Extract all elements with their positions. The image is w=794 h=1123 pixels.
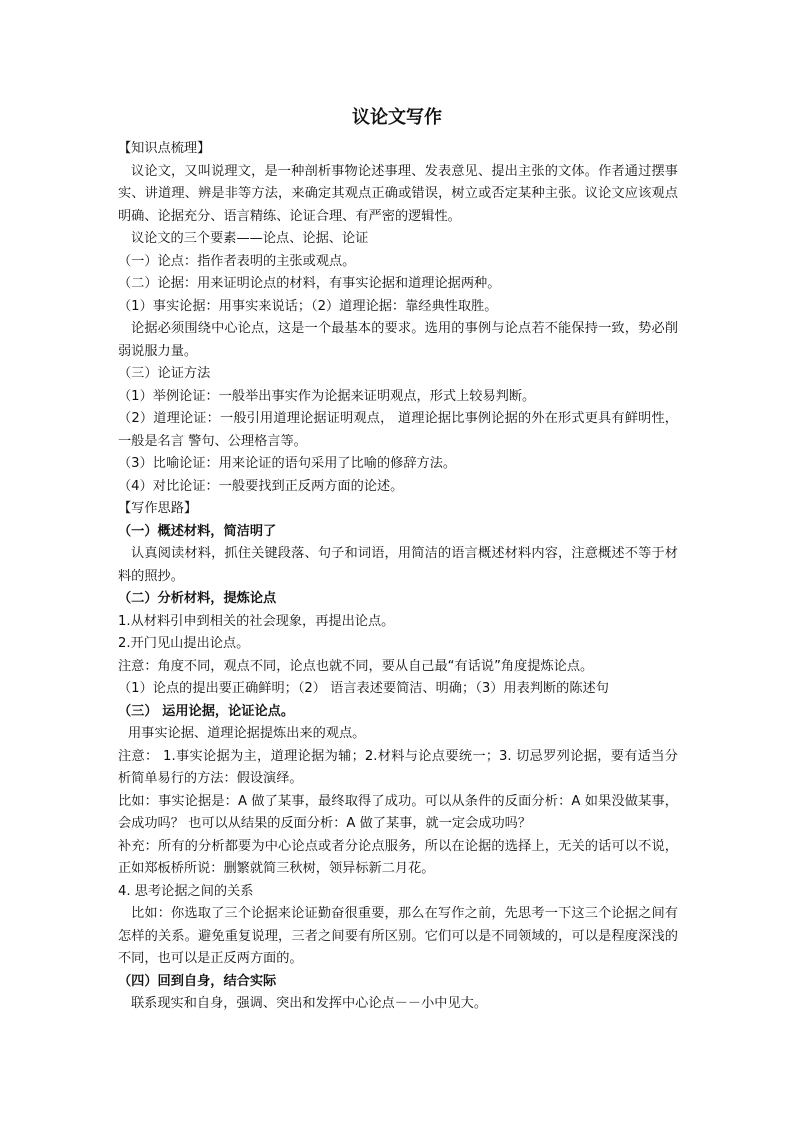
- step-four-line: 联系现实和自身，强调、突出和发挥中心论点－－小中见大。: [131, 996, 488, 1011]
- step-three-line: 用事实论据、道理论据提炼出来的观点。: [128, 726, 366, 741]
- document-title: 议论文写作: [352, 107, 442, 128]
- step-three-item-4: 4. 思考论据之间的关系: [118, 883, 254, 899]
- method-metaphor-line: （3）比喻论证：用来论证的语句采用了比喻的修辞方法。: [118, 456, 457, 471]
- step-two-heading: （二）分析材料，提炼论点: [118, 591, 277, 606]
- step-two-note: 注意：角度不同，观点不同，论点也就不同，要从自己最“有话说”角度提炼论点。: [118, 658, 594, 674]
- step-three-relation-paragraph: 比如：你选取了三个论据来论证勤奋很重要，那么在写作之前，先思考一下这三个论据之间有怎样的关系。避免重复说理，三者之间要有所区别。它们可以是不同领域的，可以是程度深浅的不同，也可以是正反两方面的。: [118, 906, 678, 966]
- argumentation-methods-heading: （三）论证方法: [118, 366, 211, 381]
- step-four-heading: （四）回到自身，结合实际: [118, 973, 277, 989]
- step-one-paragraph: 认真阅读材料，抓住关键段落、句子和词语，用简洁的语言概述材料内容，注意概述不等于材料的照抄。: [118, 546, 678, 584]
- step-three-supplement: 补充：所有的分析都要为中心论点或者分论点服务，所以在论据的选择上，无关的话可以不说，正如郑板桥所说：删繁就简三秋树，领异标新二月花。: [118, 838, 678, 876]
- step-one-heading: （一）概述材料，简洁明了: [118, 523, 277, 539]
- argument-point-line: （一）论点：指作者表明的主张或观点。: [118, 253, 356, 269]
- step-two-item-2: 2.开门见山提出论点。: [118, 636, 250, 651]
- three-elements-line: 议论文的三个要素——论点、论据、论证: [131, 231, 369, 246]
- step-two-requirements: （1）论点的提出要正确鲜明；（2） 语言表述要简洁、明确；（3）用表判断的陈述句: [118, 681, 609, 696]
- step-three-example: 比如：事实论据是：A 做了某事，最终取得了成功。可以从条件的反面分析：A 如果没做某事，会成功吗？ 也可以从结果的反面分析：A 做了某事，就一定会成功吗？: [118, 793, 678, 831]
- method-reasoning-paragraph: （2）道理论证：一般引用道理论据证明观点， 道理论据比事例论据的外在形式更具有鲜明性，一般是名言 警句、公理格言等。: [118, 411, 678, 449]
- evidence-line: （二）论据：用来证明论点的材料，有事实论据和道理论据两种。: [118, 276, 501, 291]
- step-three-heading: （三） 运用论据，论证论点。: [118, 703, 295, 719]
- section-heading-writing: 【写作思路】: [118, 501, 198, 516]
- method-example-line: （1）举例论证：一般举出事实作为论据来证明观点，形式上较易判断。: [118, 388, 536, 404]
- section-heading-knowledge: 【知识点梳理】: [118, 141, 211, 156]
- evidence-requirement-paragraph: 论据必须围绕中心论点，这是一个最基本的要求。选用的事例与论点若不能保持一致，势必削弱说服力量。: [118, 321, 678, 359]
- method-contrast-line: （4）对比论证：一般要找到正反两方面的论述。: [118, 478, 404, 494]
- step-three-note: 注意： 1.事实论据为主，道理论据为辅；2.材料与论点要统一；3. 切忌罗列论据，要有适当分析简单易行的方法：假设演绎。: [118, 748, 678, 786]
- definition-paragraph: 议论文，又叫说理文，是一种剖析事物论述事理、发表意见、提出主张的文体。作者通过摆事实、讲道理、辨是非等方法，来确定其观点正确或错误，树立或否定某种主张。议论文应该观点明确、论据充分、语言精练、论证合理、有严密的逻辑性。: [118, 163, 678, 224]
- step-two-item-1: 1.从材料引申到相关的社会现象，再提出论点。: [118, 613, 395, 629]
- evidence-types-line: （1）事实论据：用事实来说话；（2）道理论据：靠经典性取胜。: [118, 298, 498, 314]
- document-body: [118, 138, 678, 1016]
